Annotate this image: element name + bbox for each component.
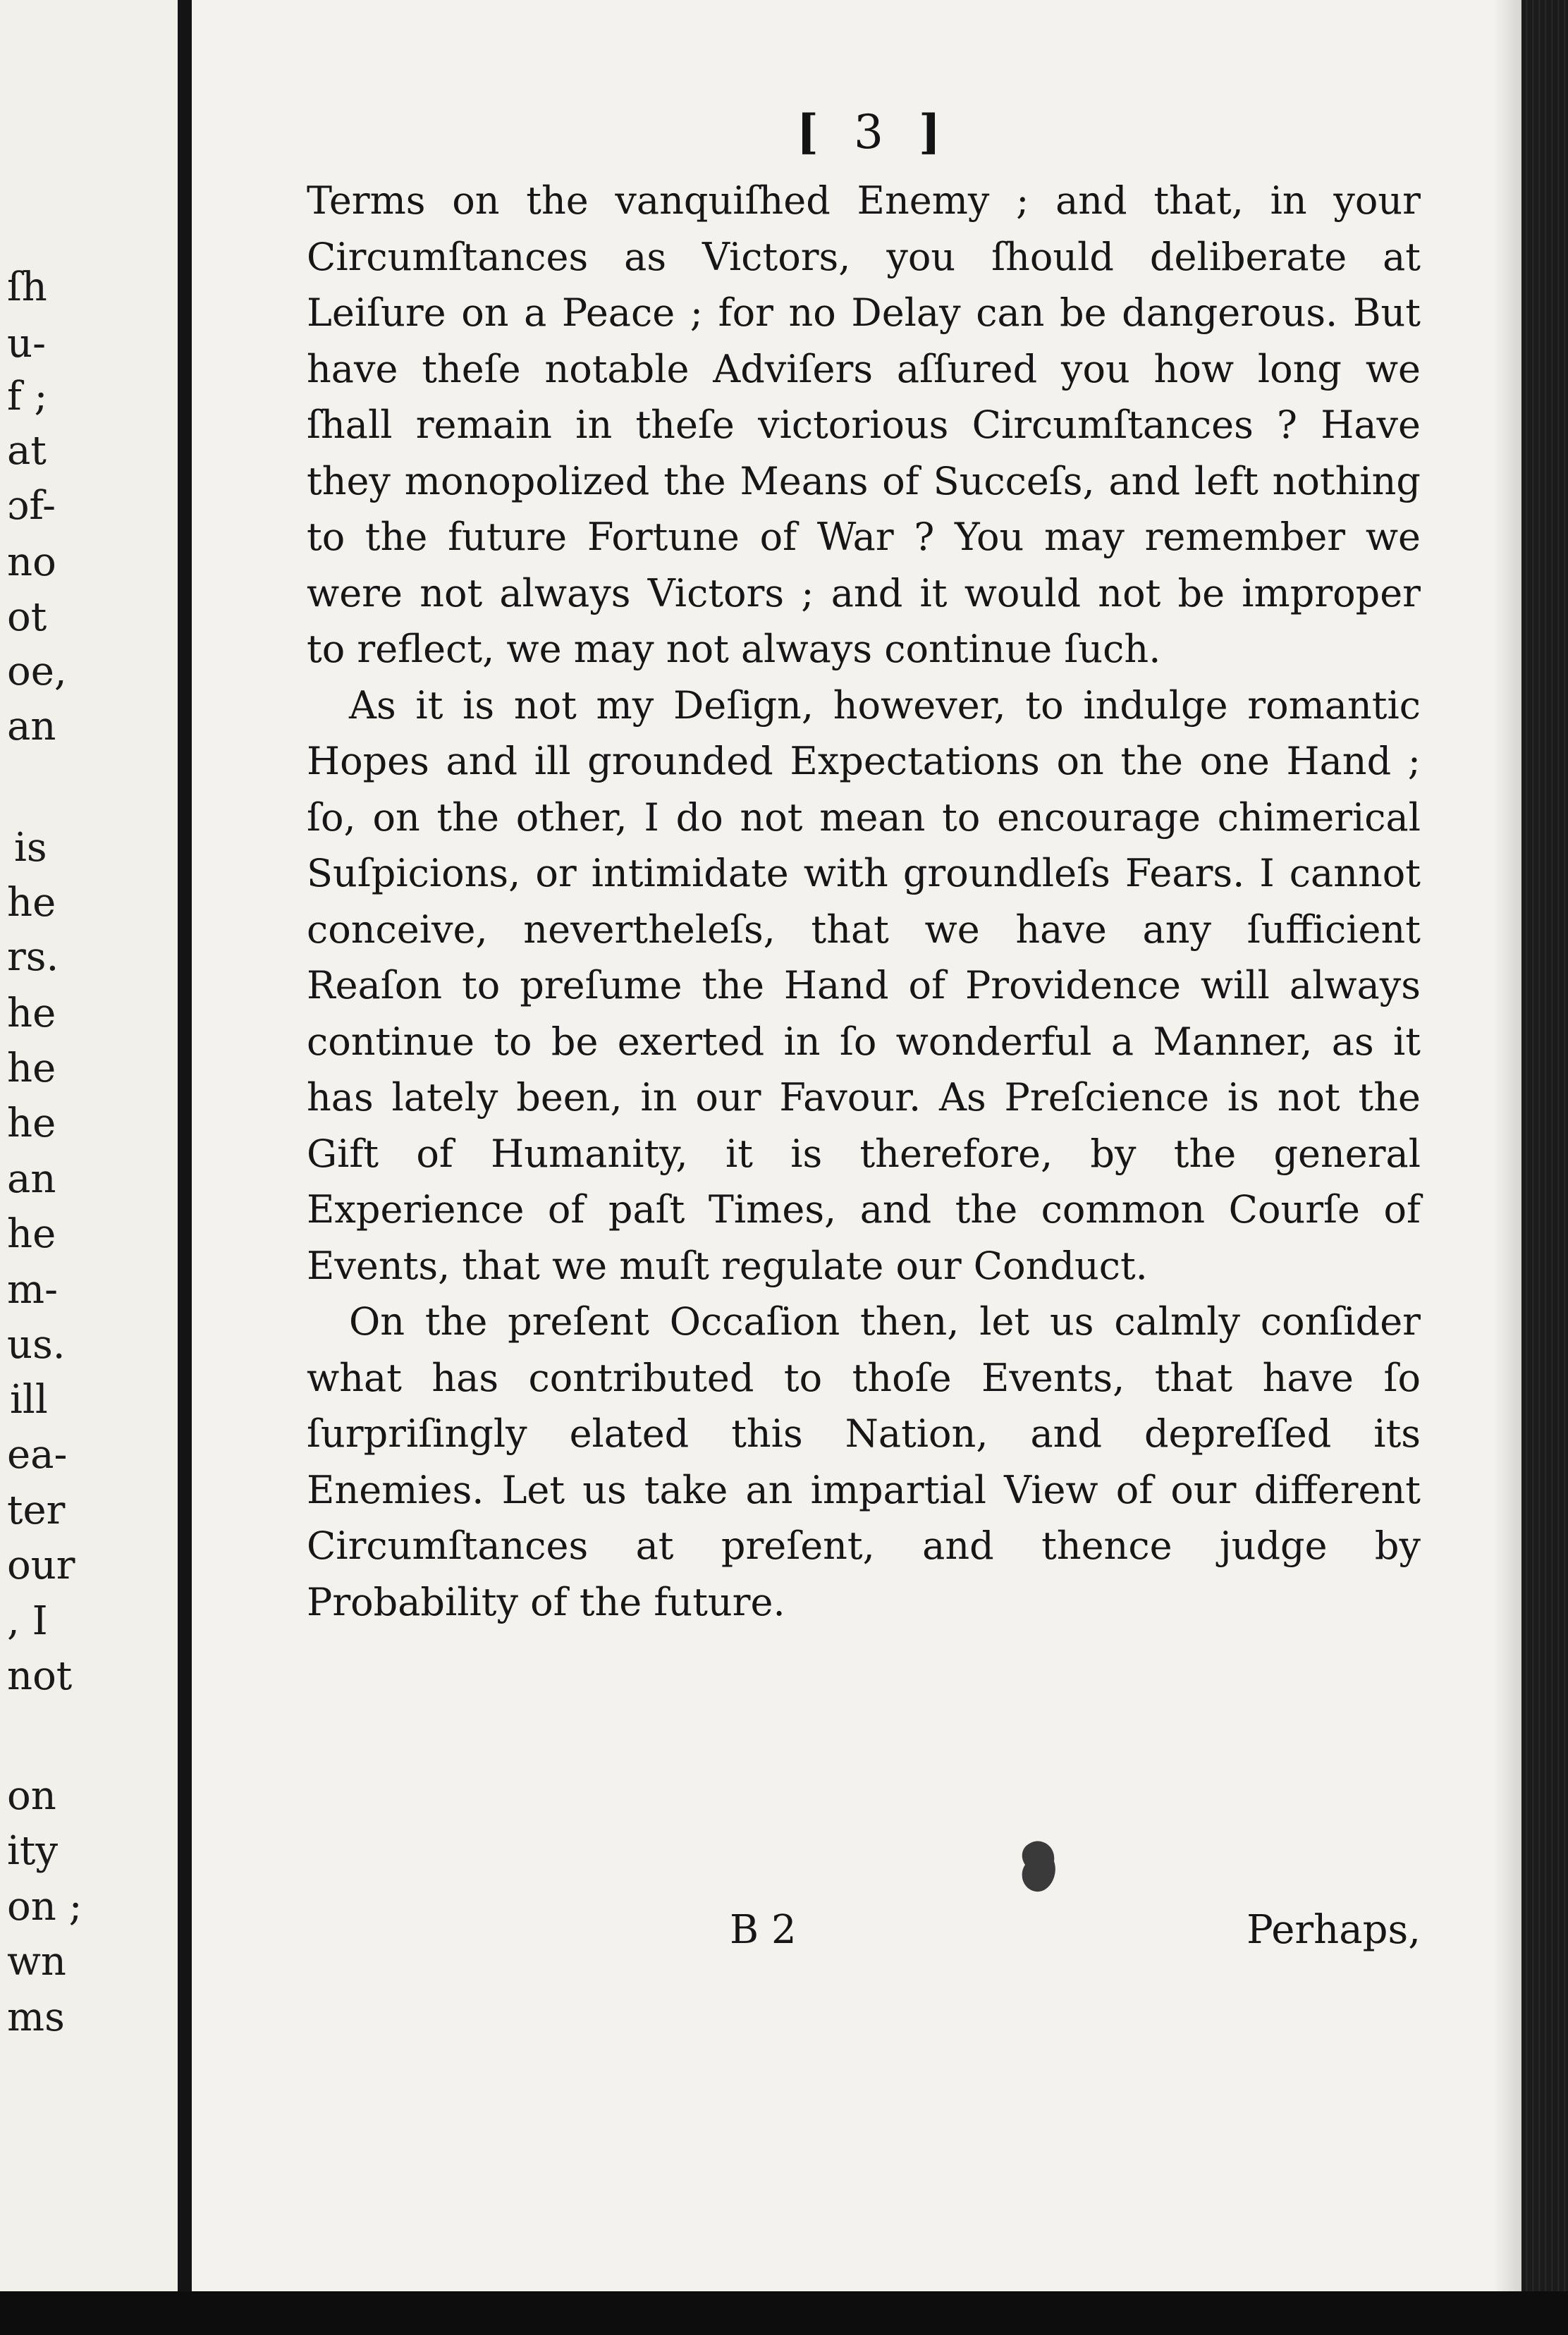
left-page-fragment: he bbox=[7, 991, 56, 1036]
left-page-fragment: f ; bbox=[7, 374, 48, 419]
left-page-fragment: an bbox=[7, 704, 56, 749]
left-page-fragment: ɔf- bbox=[7, 483, 56, 529]
main-page bbox=[192, 0, 1521, 2305]
left-page-fragment: is bbox=[14, 825, 47, 871]
left-page-fragment: , I bbox=[7, 1598, 48, 1644]
page-number: 3 bbox=[854, 105, 888, 159]
left-page-fragment: an bbox=[7, 1156, 56, 1202]
left-page-fragment: ſh bbox=[7, 264, 47, 310]
left-page-fragment: he bbox=[7, 880, 56, 926]
left-page-fragment: ms bbox=[7, 1994, 65, 2040]
page-header bbox=[192, 104, 1521, 159]
catchword: Perhaps, bbox=[1247, 1907, 1421, 1953]
left-page-fragment: ity bbox=[7, 1828, 59, 1874]
left-page-fragment: on bbox=[7, 1773, 56, 1819]
left-page-fragment: our bbox=[7, 1543, 75, 1588]
left-page-fragment: he bbox=[7, 1101, 56, 1146]
left-page-fragment: on ; bbox=[7, 1884, 82, 1930]
header-close-bracket: ] bbox=[919, 104, 945, 159]
scan-bottom-border bbox=[0, 2291, 1568, 2335]
left-page-fragment: ill bbox=[10, 1377, 48, 1423]
header-open-bracket: [ bbox=[796, 104, 823, 159]
left-page-fragment: at bbox=[7, 428, 47, 474]
left-page-fragment: ea- bbox=[7, 1432, 68, 1478]
book-gutter bbox=[178, 0, 192, 2335]
paragraph-3: On the preſent Occaſion then, let us calmly conſider what has contributed to thoſe Events, that have ſo ſurpriſingly elated this Nation, and depreſſed its Enemies. Let us take an impartial View of our different Circumſtances at preſent, and thence judge by Probability of the future. bbox=[307, 1299, 1421, 1624]
ink-blot bbox=[1015, 1837, 1065, 1900]
signature-mark: B 2 bbox=[730, 1907, 797, 1953]
body-text bbox=[307, 173, 1421, 1630]
left-page-fragment: ter bbox=[7, 1488, 66, 1533]
paragraph-2: As it is not my Deſign, however, to indulge romantic Hopes and ill grounded Expectations on the one Hand ; ſo, on the other, I do not mean to encourage chimerical Suſpicions, or intimidate with groundleſs Fears. I cannot conceive, neverthelеſs, that we have any ſufficient Reaſon to preſume the Hand of Providence will always continue to be exerted in ſo wonderful a Manner, as it has lately been, in our Favour. As Preſcience is not the Gift of Humanity, it is therefore, by the general Experience of paſt Times, and the common Courſe of Events, that we muſt regulate our Conduct. bbox=[307, 682, 1421, 1288]
left-facing-page bbox=[0, 0, 178, 2291]
left-page-text-fragments bbox=[0, 0, 178, 2291]
book-edge bbox=[1521, 0, 1568, 2335]
paragraph-1: Terms on the vanquiſhed Enemy ; and that, in your Circumſtances as Victors, you ſhould deliberate at Leiſure on a Peace ; for no Delay can be dangerous. But have theſe notable Adviſers aſſured you how long we ſhall remain in theſe victorious Circumſtances ? Have they monopolized the Means of Succeſs, and left nothing to the future Fortune of War ? You may remember we were not always Victors ; and it would not be improper to reflect, we may not always continue ſuch. bbox=[307, 178, 1421, 671]
left-page-fragment: rs. bbox=[7, 934, 59, 980]
left-page-fragment: us. bbox=[7, 1322, 66, 1368]
left-page-fragment: he bbox=[7, 1046, 56, 1091]
left-page-fragment: no bbox=[7, 539, 56, 585]
left-page-fragment: m- bbox=[7, 1267, 59, 1313]
left-page-fragment: wn bbox=[7, 1939, 66, 1985]
left-page-fragment: not bbox=[7, 1653, 73, 1699]
left-page-fragment: ot bbox=[7, 594, 47, 640]
left-page-fragment: oe, bbox=[7, 649, 67, 694]
left-page-fragment: u- bbox=[7, 321, 46, 367]
left-page-fragment: he bbox=[7, 1211, 56, 1257]
page-footer bbox=[307, 1907, 1421, 1963]
